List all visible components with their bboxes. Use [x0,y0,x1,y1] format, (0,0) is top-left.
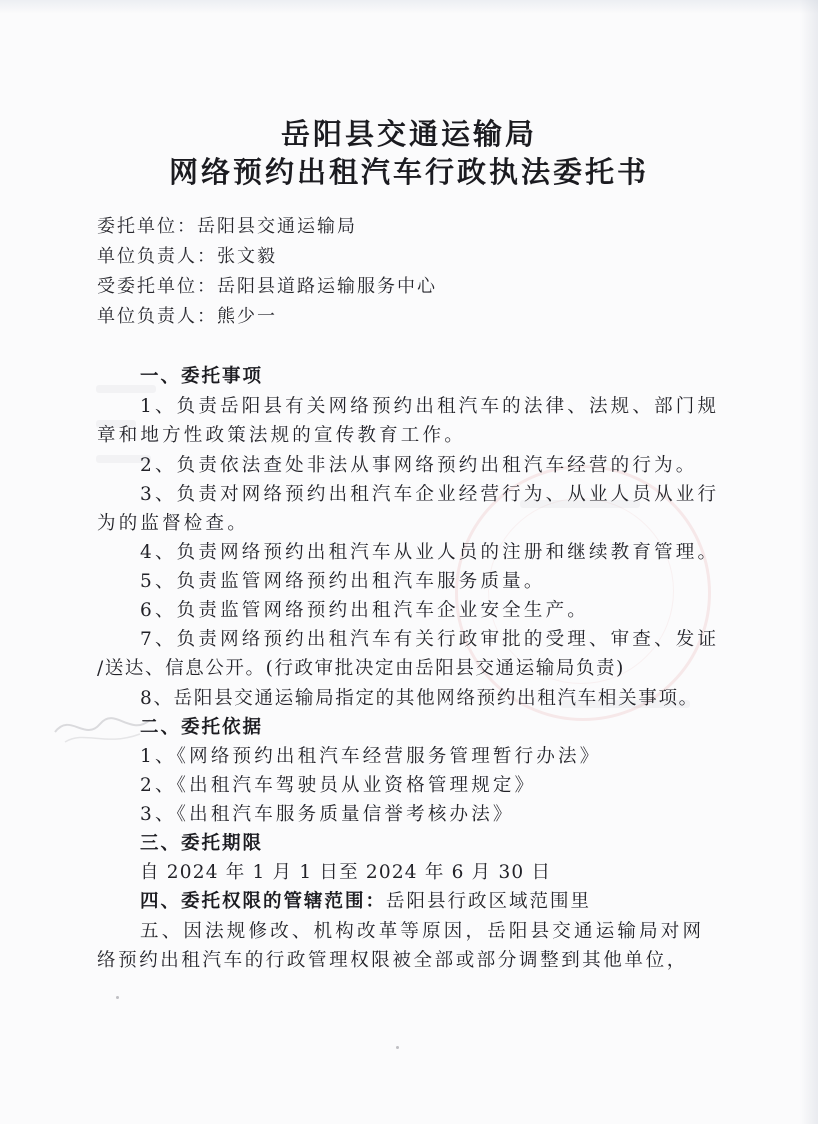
document-title-line-1: 岳阳县交通运输局 [280,117,537,151]
party-label: 单位负责人： [97,306,217,327]
section-line: 章和地方性政策法规的宣传教育工作。 [97,425,466,446]
scan-speck [396,1046,399,1049]
party-value: 熊少一 [217,306,277,327]
section-line: 4、负责网络预约出租汽车从业人员的注册和继续教育管理。 [140,542,720,563]
section-line: 为的监督检查。 [97,513,249,534]
party-value: 岳阳县交通运输局 [197,216,357,237]
section-line: 五、因法规修改、机构改革等原因，岳阳县交通运输局对网 [140,921,705,942]
section-line: /送达、信息公开。(行政审批决定由岳阳县交通运输局负责) [97,658,625,679]
section-line: 7、负责网络预约出租汽车有关行政审批的受理、审查、发证 [140,629,720,650]
party-row-entrusted-unit [97,272,437,298]
section-heading-basis: 二、委托依据 [140,717,264,738]
section-line: 5、负责监管网络预约出租汽车服务质量。 [140,571,546,592]
party-row-entrusting-head [97,242,277,268]
section-heading-term: 三、委托期限 [140,833,264,854]
party-row-entrusting-unit [97,212,357,238]
section-line: 络预约出租汽车的行政管理权限被全部或部分调整到其他单位， [97,950,688,971]
section-line: 3、负责对网络预约出租汽车企业经营行为、从业人员从业行 [140,484,720,505]
jurisdiction-row [140,887,591,913]
section-heading-jurisdiction: 四、委托权限的管辖范围： [140,891,387,912]
party-value: 岳阳县道路运输服务中心 [217,276,437,297]
party-label: 受委托单位： [97,276,217,297]
party-value: 张文毅 [217,246,277,267]
scan-speck [116,996,119,999]
section-line: 3、《出租汽车服务质量信誉考核办法》 [140,804,515,825]
party-label: 委托单位： [97,216,197,237]
party-label: 单位负责人： [97,246,217,267]
section-line: 1、《网络预约出租汽车经营服务管理暂行办法》 [140,746,602,767]
scan-top-shadow [0,0,818,14]
document-title-line-2: 网络预约出租汽车行政执法委托书 [168,155,649,189]
jurisdiction-text: 岳阳县行政区域范围里 [386,891,592,912]
section-line: 2、负责依法查处非法从事网络预约出租汽车经营的行为。 [140,455,698,476]
party-row-entrusted-head [97,302,277,328]
section-line: 2、《出租汽车驾驶员从业资格管理规定》 [140,775,537,796]
section-line: 6、负责监管网络预约出租汽车企业安全生产。 [140,600,589,621]
section-line: 8、岳阳县交通运输局指定的其他网络预约出租汽车相关事项。 [140,688,699,709]
section-heading-entrusted-matters: 一、委托事项 [140,366,264,387]
term-text: 自 2024 年 1 月 1 日至 2024 年 6 月 30 日 [140,862,552,883]
section-line: 1、负责岳阳县有关网络预约出租汽车的法律、法规、部门规 [140,396,720,417]
